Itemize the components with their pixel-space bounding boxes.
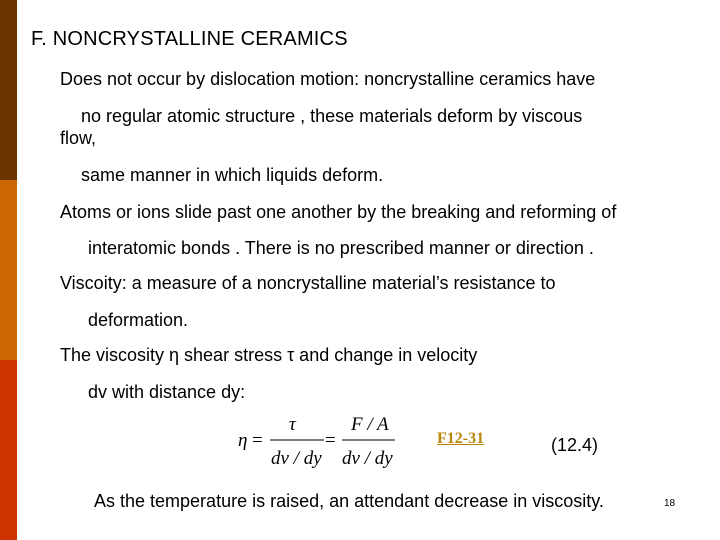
body-line-3: flow, (60, 128, 97, 148)
accent-bar-top (0, 0, 17, 180)
equation-number: (12.4) (551, 435, 599, 455)
body-line-4: same manner in which liquids deform. (81, 165, 384, 185)
body-line-7: Viscoity: a measure of a noncrystalline material’s resistance to (60, 273, 556, 293)
body-line-8: deformation. (88, 310, 189, 330)
body-line-6: interatomic bonds . There is no prescribed manner or direction . (88, 238, 594, 258)
accent-bar-bottom (0, 360, 17, 540)
eq-equals-1: = (252, 430, 263, 451)
eq-den-1: dv / dy (271, 448, 322, 469)
eq-eta: η (238, 430, 248, 451)
body-line-5: Atoms or ions slide past one another by the breaking and reforming of (60, 202, 617, 222)
eq-num-tau: τ (289, 414, 296, 435)
figure-link-f12-31[interactable]: F12-31 (437, 430, 485, 447)
slide-title: F. NONCRYSTALLINE CERAMICS (31, 28, 348, 50)
eq-equals-2: = (325, 430, 336, 451)
body-line-9: The viscosity η shear stress τ and change in velocity (60, 345, 478, 365)
accent-bar-middle (0, 180, 17, 360)
eq-num-fa: F / A (351, 414, 389, 435)
body-line-1: Does not occur by dislocation motion: noncrystalline ceramics have (60, 69, 596, 89)
eq-den-2: dv / dy (342, 448, 393, 469)
closing-line: As the temperature is raised, an attendant decrease in viscosity. (94, 491, 604, 511)
body-line-10: dv with distance dy: (88, 382, 246, 402)
body-line-2: no regular atomic structure , these materials deform by viscous (81, 106, 583, 126)
viscosity-equation (238, 410, 398, 470)
page-number: 18 (664, 498, 676, 509)
